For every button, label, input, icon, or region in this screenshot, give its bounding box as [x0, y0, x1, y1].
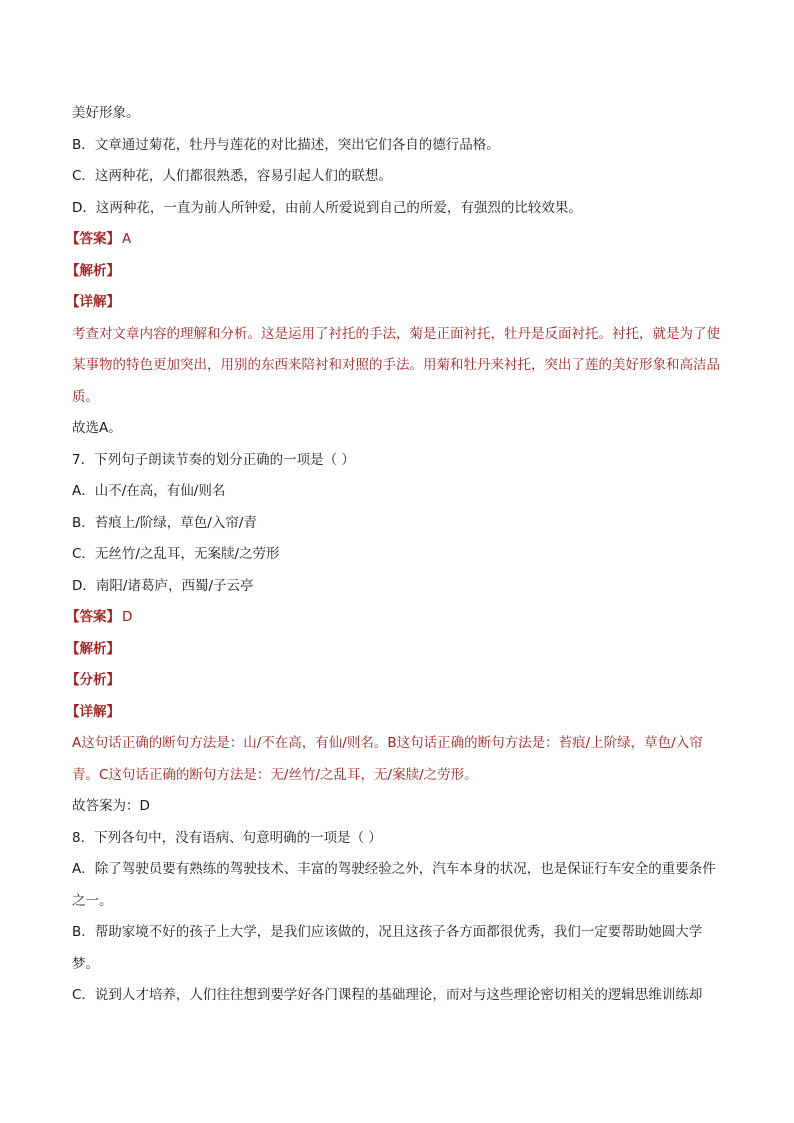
detail-row	[66, 287, 724, 319]
option-a: A．山不/在高，有仙/则名	[72, 483, 226, 499]
detail-row	[66, 697, 724, 729]
option-d: D．这两种花，一直为前人所钟爱，由前人所爱说到自己的所爱，有强烈的比较效果。	[72, 199, 582, 216]
option-b: B．苔痕上/阶绿，草色/入帘/青	[72, 514, 257, 531]
analysis-label: 【解析】	[66, 262, 120, 279]
answer-value: D	[122, 609, 133, 625]
analysis-row	[66, 634, 724, 666]
analysis-label: 【解析】	[66, 640, 120, 657]
detail-text: 考查对文章内容的理解和分析。这是运用了衬托的手法，菊是正面衬托，牡丹是反面衬托。衬托，就是为了使某事物的特色更加突出，用别的东西来陪衬和对照的手法。用菊和牡丹来衬托，突出了莲的美好形象和高洁品质。	[72, 325, 720, 405]
analysis-row	[66, 256, 724, 288]
answer-value: A	[122, 231, 132, 247]
answer-label: 【答案】	[66, 231, 120, 247]
option-c: C．说到人才培养，人们往往想到要学好各门课程的基础理论，而对与这些理论密切相关的逻辑思维训练却	[72, 987, 703, 1003]
fenxi-row	[66, 665, 724, 697]
option-b: B．帮助家境不好的孩子上大学，是我们应该做的，况且这孩子各方面都很优秀，我们一定要帮助她圆大学梦。	[72, 924, 703, 972]
conclusion: 故选A。	[72, 420, 122, 436]
answer-row	[66, 224, 724, 256]
detail-label: 【详解】	[66, 294, 120, 310]
option-a: A．除了驾驶员要有熟练的驾驶技术、丰富的驾驶经验之外，汽车本身的状况，也是保证行车安全的重要条件之一。	[72, 861, 716, 909]
option-c: C．这两种花，人们都很熟悉，容易引起人们的联想。	[72, 168, 392, 184]
question-stem: 8．下列各句中，没有语病、句意明确的一项是（ ）	[72, 829, 382, 846]
answer-label: 【答案】	[66, 609, 120, 625]
detail-text: A这句话正确的断句方法是：山/不在高，有仙/则名。B这句话正确的断句方法是：苔痕/上阶绿，草色/入帘青。C这句话正确的断句方法是：无/丝竹/之乱耳，无/案牍/之劳形。	[72, 735, 703, 783]
detail-label: 【详解】	[66, 703, 120, 720]
answer-row	[66, 602, 724, 634]
option-d: D．南阳/诸葛庐，西蜀/子云亭	[72, 577, 254, 594]
fenxi-label: 【分析】	[66, 672, 120, 688]
option-c: C．无丝竹/之乱耳，无案牍/之劳形	[72, 546, 280, 562]
option-b: B．文章通过菊花，牡丹与莲花的对比描述，突出它们各自的德行品格。	[72, 136, 500, 153]
document-page	[66, 98, 724, 1012]
conclusion: 故答案为：D	[72, 798, 150, 814]
question-stem: 7．下列句子朗读节奏的划分正确的一项是（ ）	[72, 451, 355, 468]
text-line: 美好形象。	[72, 105, 140, 121]
